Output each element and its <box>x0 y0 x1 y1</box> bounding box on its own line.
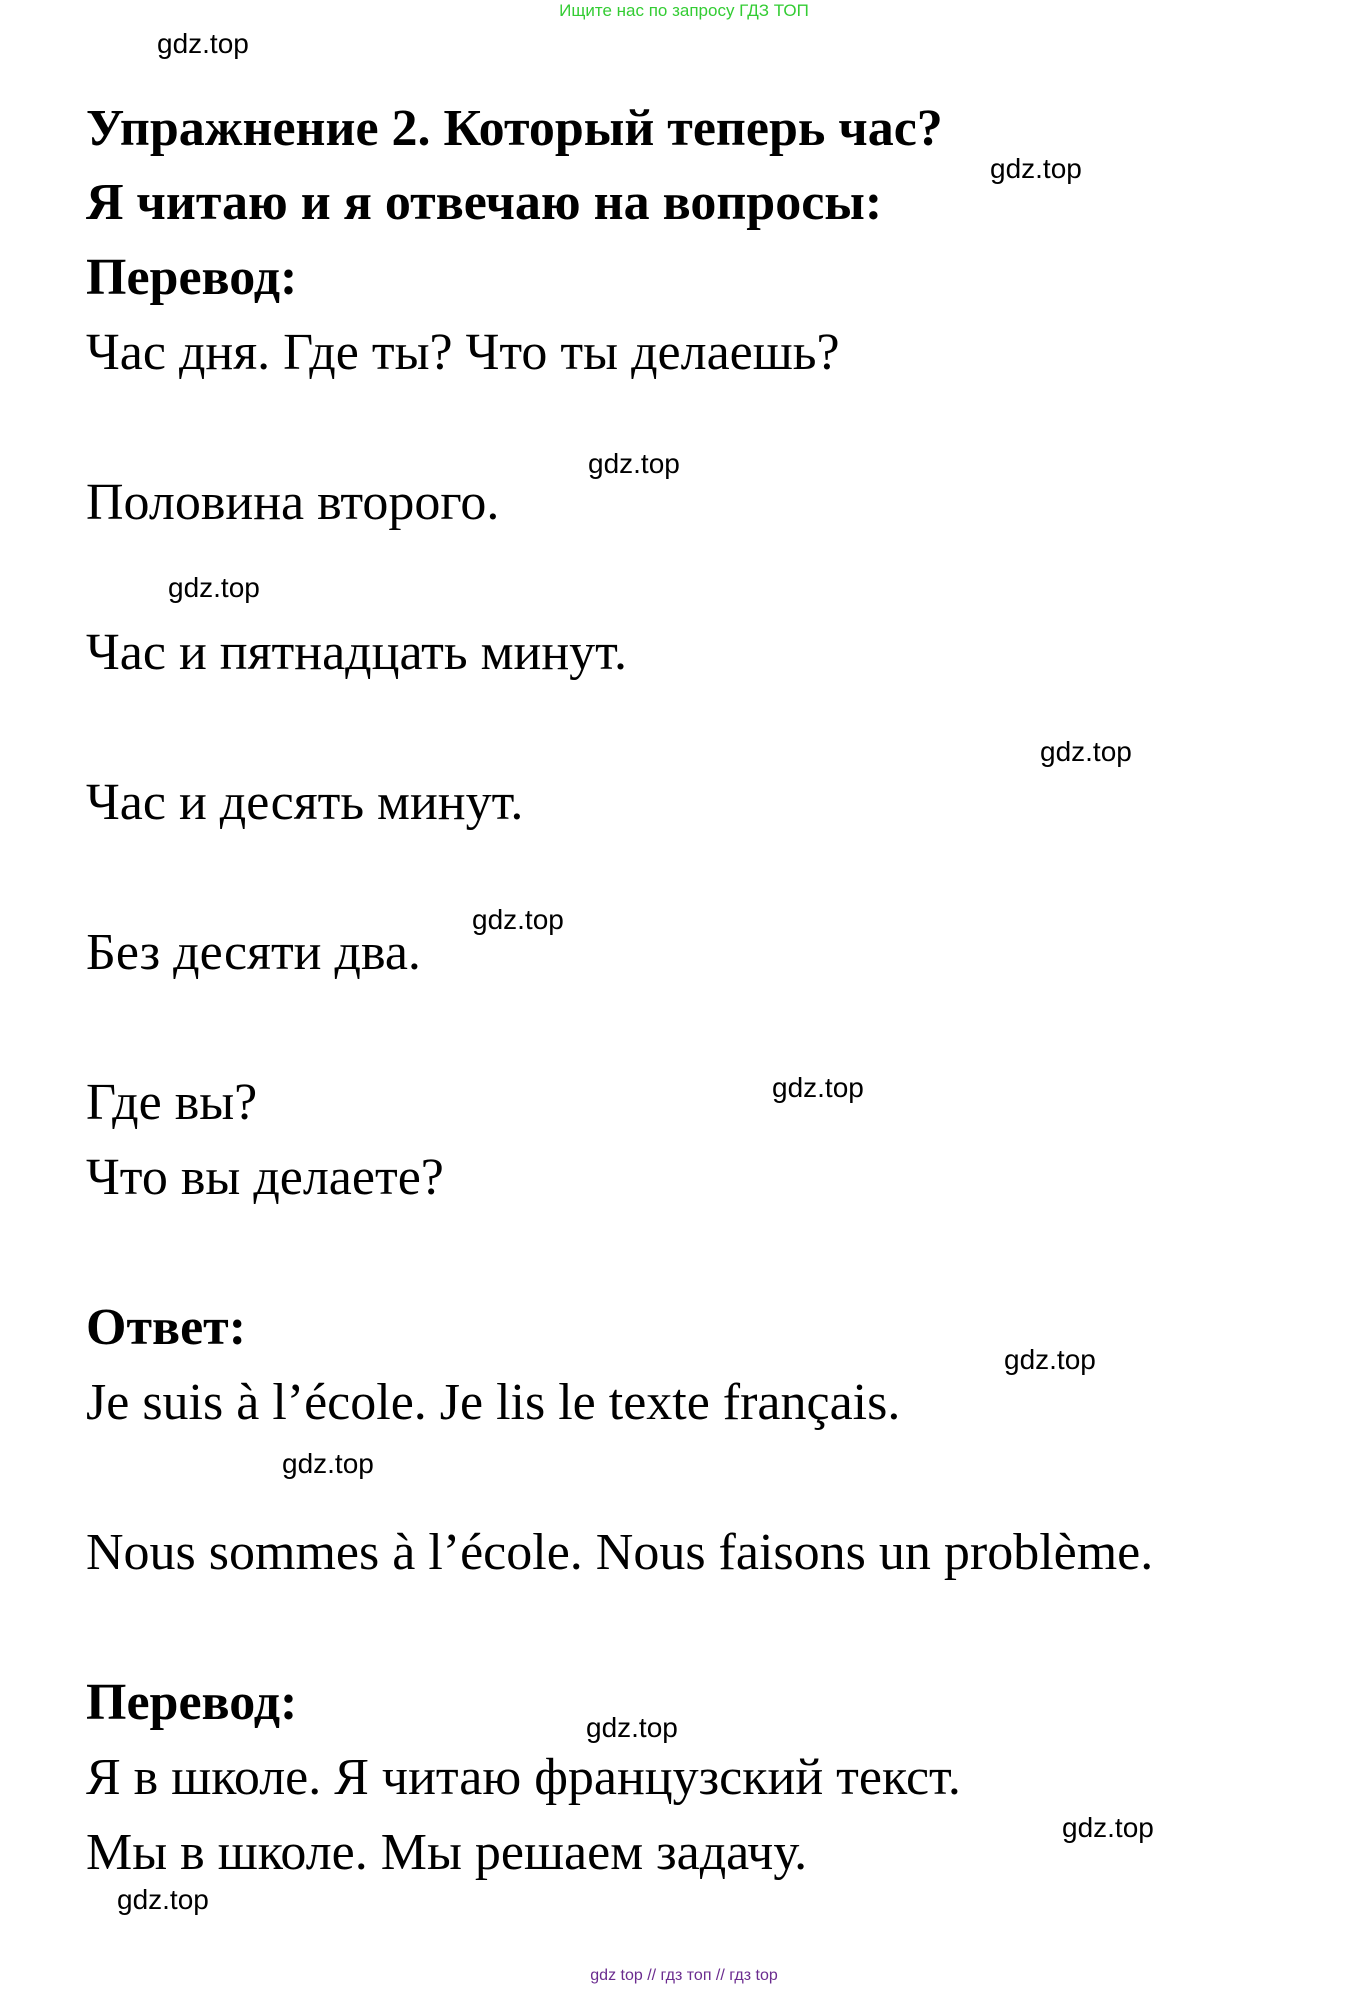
watermark: gdz.top <box>282 1448 374 1479</box>
answer-line: Nous sommes à l’école. Nous faisons un problème. <box>86 1524 1154 1581</box>
watermark: gdz.top <box>1040 736 1132 767</box>
translation-line: Что вы делаете? <box>86 1149 444 1206</box>
exercise-subtitle: Я читаю и я отвечаю на вопросы: <box>86 174 883 231</box>
watermark: gdz.top <box>1004 1344 1096 1375</box>
watermark: gdz.top <box>117 1884 209 1915</box>
translation-line: Час и десять минут. <box>86 774 524 831</box>
translation-line: Без десяти два. <box>86 924 421 981</box>
watermark: gdz.top <box>168 572 260 603</box>
translation-heading: Перевод: <box>86 249 298 306</box>
translation-line: Половина второго. <box>86 474 500 531</box>
watermark: gdz.top <box>990 153 1082 184</box>
watermark: gdz.top <box>772 1072 864 1103</box>
translation-line: Час и пятнадцать минут. <box>86 624 627 681</box>
answer-translation-line: Мы в школе. Мы решаем задачу. <box>86 1824 808 1881</box>
watermark: gdz.top <box>472 904 564 935</box>
watermark: gdz.top <box>157 28 249 59</box>
watermark: gdz.top <box>1062 1812 1154 1843</box>
footer-links: gdz top // гдз топ // гдз top <box>590 1967 778 1984</box>
answer-heading: Ответ: <box>86 1299 247 1356</box>
answer-line: Je suis à l’école. Je lis le texte français. <box>86 1374 901 1431</box>
translation-line: Час дня. Где ты? Что ты делаешь? <box>86 324 840 381</box>
translation-line: Где вы? <box>86 1074 258 1131</box>
exercise-title: Упражнение 2. Который теперь час? <box>86 100 943 157</box>
watermark: gdz.top <box>588 448 680 479</box>
answer-translation-line: Я в школе. Я читаю французский текст. <box>86 1749 961 1806</box>
watermark: gdz.top <box>586 1712 678 1743</box>
answer-translation-heading: Перевод: <box>86 1674 298 1731</box>
top-banner: Ищите нас по запросу ГДЗ ТОП <box>559 1 809 20</box>
